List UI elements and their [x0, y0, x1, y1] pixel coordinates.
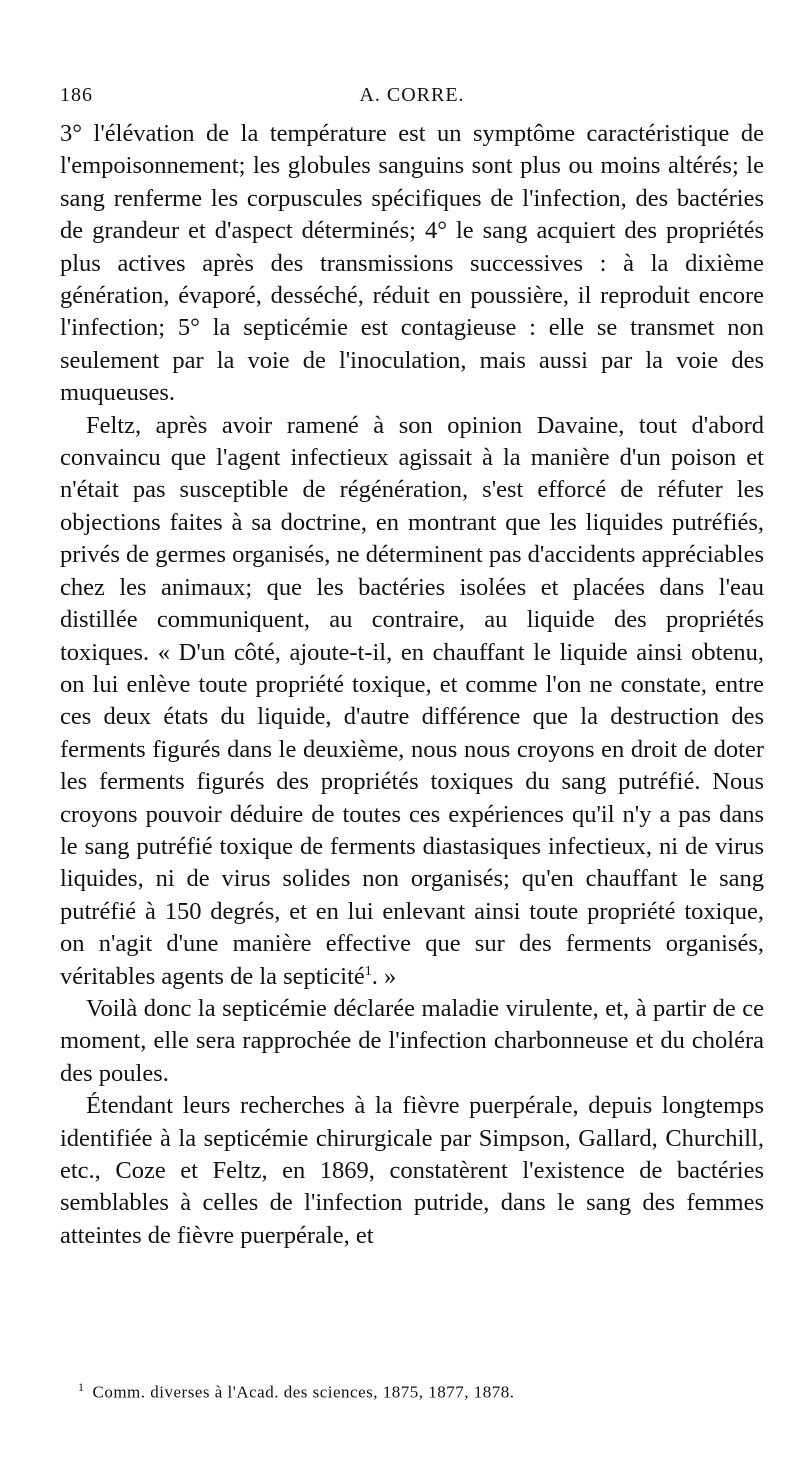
- running-title: A. CORRE.: [359, 84, 465, 106]
- footnote-mark: 1: [78, 1380, 85, 1394]
- paragraph-feltz: [60, 410, 764, 993]
- running-head: [60, 84, 764, 118]
- paragraph-puerperal-fever: Étendant leurs recherches à la fièvre puerpérale, depuis longtemps identifiée à la septicémie chirurgicale par Simpson, Gallard, Churchill, etc., Coze et Feltz, en 1869, constatèrent l'existence de bactéries semblables à celles de l'infection putride, dans le sang des femmes atteintes de fièvre puerpérale, et: [60, 1092, 764, 1249]
- footnote: [78, 1380, 515, 1403]
- paragraph-feltz-text: Feltz, après avoir ramené à son opinion Davaine, tout d'abord convaincu que l'agent infectieux agissait à la manière d'un poison et n'était pas susceptible de régénération, s'est efforcé de réfuter les objections faites à sa doctrine, en montrant que les liquides putréfiés, privés de germes organisés, ne déterminent pas d'accidents appréciables chez les animaux; que les bactéries isolées et placées dans l'eau distillée communiquent, au contraire, au liquide des propriétés toxiques. « D'un côté, ajoute-t-il, en chauffant le liquide ainsi obtenu, on lui enlève toute propriété toxique, et comme l'on ne constate, entre ces deux états du liquide, d'autre différence que la destruction des ferments figurés dans le deuxième, nous nous croyons en droit de doter les ferments figurés des propriétés toxiques du sang putréfié. Nous croyons pouvoir déduire de toutes ces expériences qu'il n'y a pas dans le sang putréfié toxique de ferments diastasiques infectieux, ni de virus liquides, ni de virus solides non organisés; qu'en chauffant le sang putréfié à 150 degrés, et en lui enlevant ainsi toute propriété toxique, on n'agit d'une manière effective que sur des ferments organisés, véritables agents de la septicité: [60, 411, 764, 990]
- page-number: 186: [60, 84, 93, 106]
- paragraph-symptoms: 3° l'élévation de la température est un symptôme caractéristique de l'empoisonnement; les globules sanguins sont plus ou moins altérés; le sang renferme les corpuscules spécifiques de l'infection, des bactéries de grandeur et d'aspect déterminés; 4° le sang acquiert des propriétés plus actives après des transmissions successives : à la dixième génération, évaporé, desséché, réduit en poussière, il reproduit encore l'infection; 5° la septicémie est contagieuse : elle se transmet non seulement par la voie de l'inoculation, mais aussi par la voie des muqueuses.: [60, 120, 764, 407]
- paragraph-feltz-closing: . »: [371, 962, 397, 990]
- body-text: [60, 118, 764, 1252]
- footnote-reference: 1: [364, 963, 372, 979]
- paragraph-virulent-disease: Voilà donc la septicémie déclarée maladie virulente, et, à partir de ce moment, elle sera rapprochée de l'infection charbonneuse et du choléra des poules.: [60, 994, 764, 1087]
- footnote-text: Comm. diverses à l'Acad. des sciences, 1875, 1877, 1878.: [92, 1382, 515, 1402]
